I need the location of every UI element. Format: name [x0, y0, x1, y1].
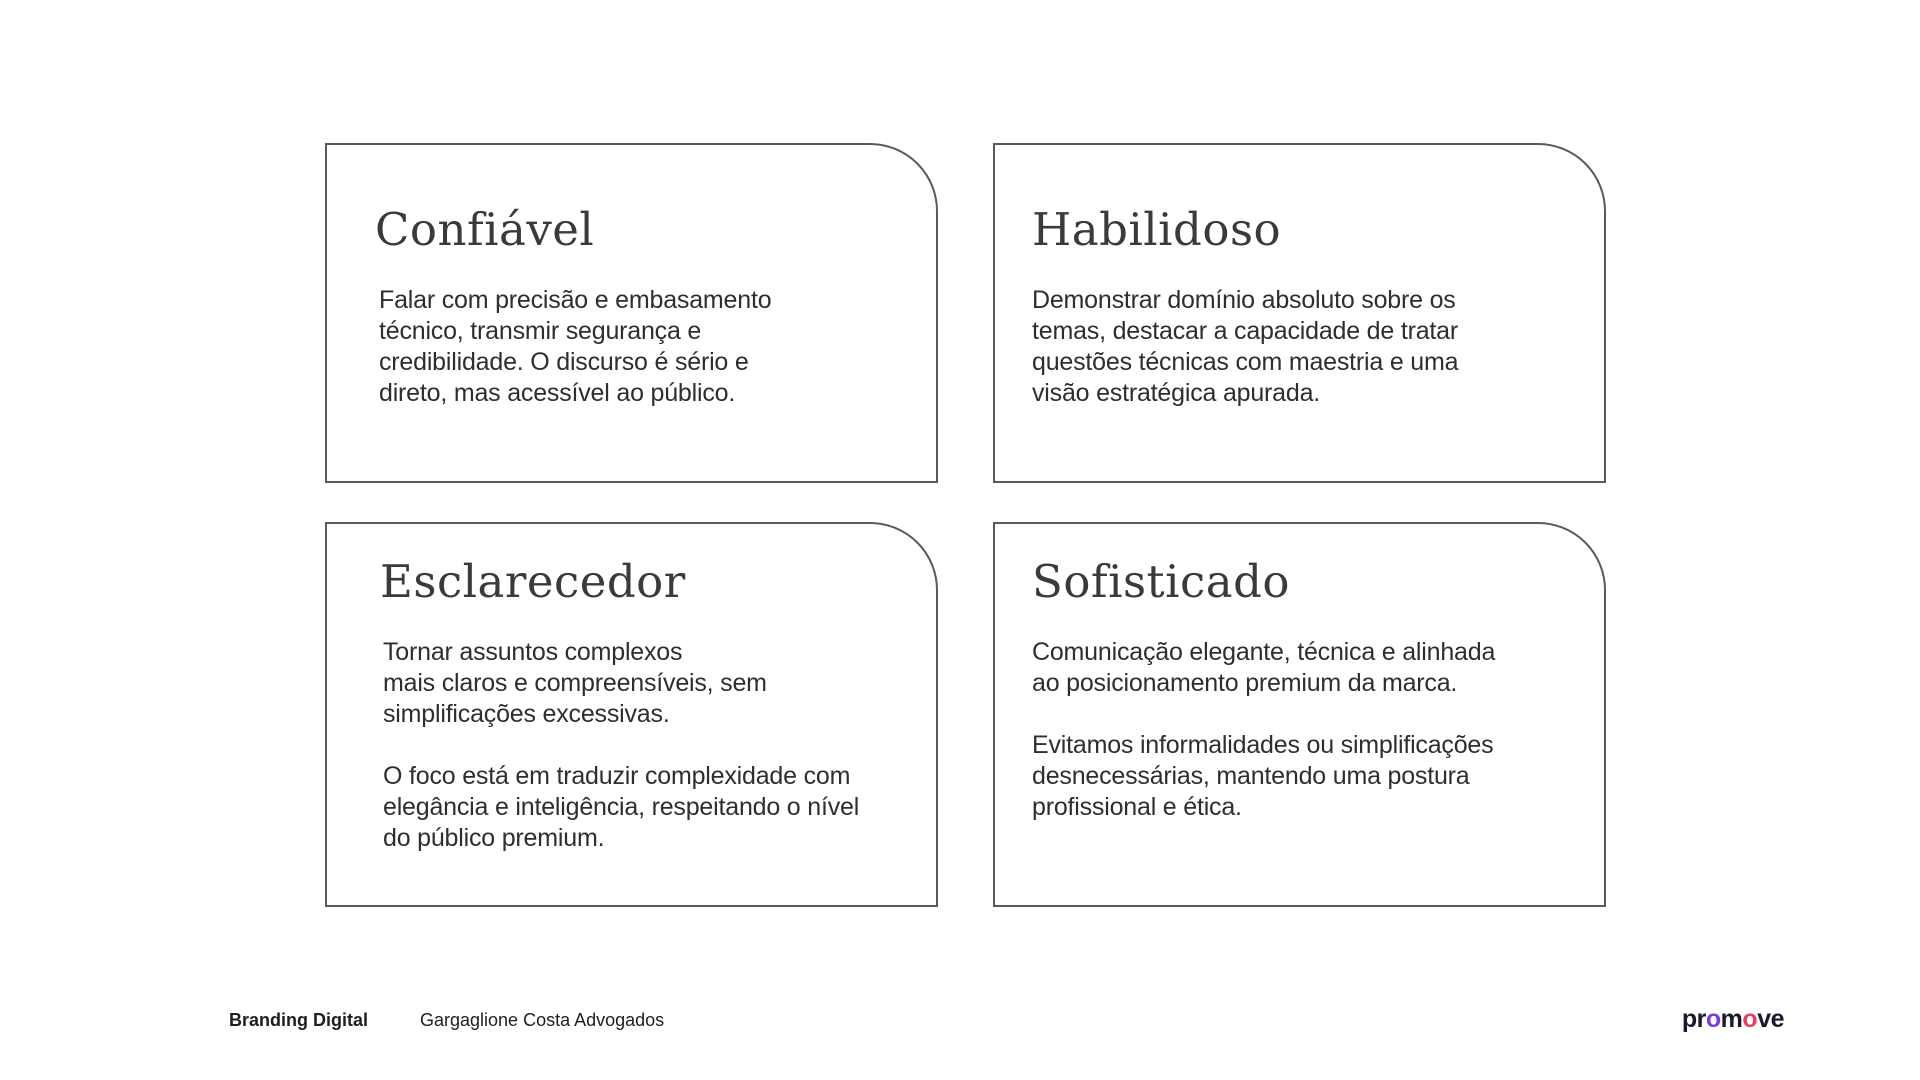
- logo-part: ve: [1757, 1005, 1784, 1033]
- card-confiavel: [325, 143, 938, 483]
- card-title: Sofisticado: [1032, 555, 1290, 608]
- card-paragraph: Tornar assuntos complexos mais claros e compreensíveis, sem simplificações excessivas.: [383, 638, 767, 728]
- logo-part: pr: [1681, 1005, 1706, 1033]
- card-paragraph: Demonstrar domínio absoluto sobre os temas, destacar a capacidade de tratar questões técnicas com maestria e uma visão estratégica apurada.: [1032, 286, 1459, 407]
- card-body: [1032, 285, 1458, 409]
- promove-logo: [1682, 1005, 1784, 1034]
- logo-part: m: [1720, 1005, 1743, 1033]
- footer-client: Gargaglione Costa Advogados: [420, 1010, 665, 1030]
- card-body: [383, 637, 859, 854]
- logo-part: o: [1742, 1005, 1758, 1033]
- card-paragraph: Comunicação elegante, técnica e alinhada ao posicionamento premium da marca.: [1032, 638, 1496, 697]
- card-paragraph: Evitamos informalidades ou simplificações desnecessárias, mantendo uma postura profissional e ética.: [1032, 731, 1494, 821]
- card-sofisticado: [993, 522, 1606, 907]
- card-esclarecedor: [325, 522, 938, 907]
- logo-part: o: [1705, 1005, 1721, 1033]
- card-paragraph: Falar com precisão e embasamento técnico, transmir segurança e credibilidade. O discurso é sério e direto, mas acessível ao público.: [379, 286, 772, 407]
- card-paragraph: O foco está em traduzir complexidade com elegância e inteligência, respeitando o nível do público premium.: [383, 762, 860, 852]
- card-habilidoso: [993, 143, 1606, 483]
- card-title: Habilidoso: [1032, 203, 1282, 256]
- card-title: Confiável: [375, 203, 595, 256]
- card-title: Esclarecedor: [380, 555, 686, 608]
- card-body: [379, 285, 771, 409]
- card-body: [1032, 637, 1495, 823]
- footer-brand: Branding Digital: [229, 1010, 368, 1030]
